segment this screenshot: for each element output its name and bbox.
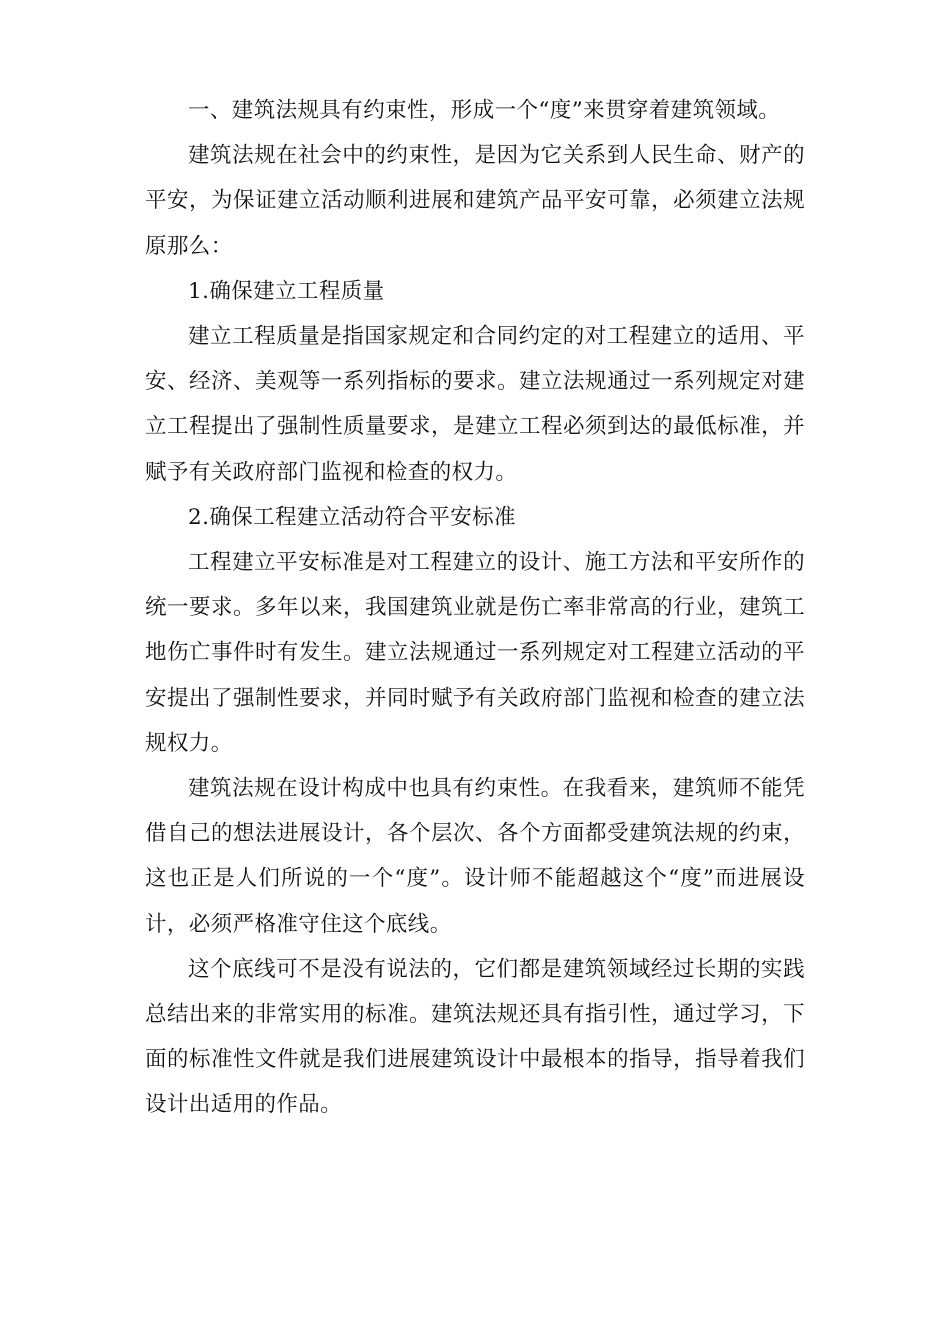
document-body [145, 88, 805, 1128]
paragraph-item-1-title: 1.确保建立工程质量 [188, 278, 385, 304]
paragraph-intro: 建筑法规在社会中的约束性，是因为它关系到人民生命、财产的平安，为保证建立活动顺利进展和建筑产品平安可靠，必须建立法规原那么： [145, 143, 805, 259]
paragraph-item-1-body: 建立工程质量是指国家规定和合同约定的对工程建立的适用、平安、经济、美观等一系列指标的要求。建立法规通过一系列规定对建立工程提出了强制性质量要求，是建立工程必须到达的最低标准，并赋予有关政府部门监视和检查的权力。 [145, 324, 805, 485]
paragraph-section-heading-1: 一、建筑法规具有约束性，形成一个“度”来贯穿着建筑领域。 [188, 98, 781, 123]
paragraph-item-2-body: 工程建立平安标准是对工程建立的设计、施工方法和平安所作的统一要求。多年以来，我国建筑业就是伤亡率非常高的行业，建筑工地伤亡事件时有发生。建立法规通过一系列规定对工程建立活动的平安提出了强制性要求，并同时赋予有关政府部门监视和检查的建立法规权力。 [145, 550, 805, 756]
paragraph-design-constraint: 建筑法规在设计构成中也具有约束性。在我看来，建筑师不能凭借自己的想法进展设计，各个层次、各个方面都受建筑法规的约束，这也正是人们所说的一个“度”。设计师不能超越这个“度”而进展设计，必须严格准守住这个底线。 [145, 776, 805, 937]
paragraph-item-2-title: 2.确保工程建立活动符合平安标准 [188, 504, 516, 530]
paragraph-baseline: 这个底线可不是没有说法的，它们都是建筑领域经过长期的实践总结出来的非常实用的标准。建筑法规还具有指引性，通过学习，下面的标准性文件就是我们进展建筑设计中最根本的指导，指导着我们设计出适用的作品。 [145, 956, 805, 1118]
